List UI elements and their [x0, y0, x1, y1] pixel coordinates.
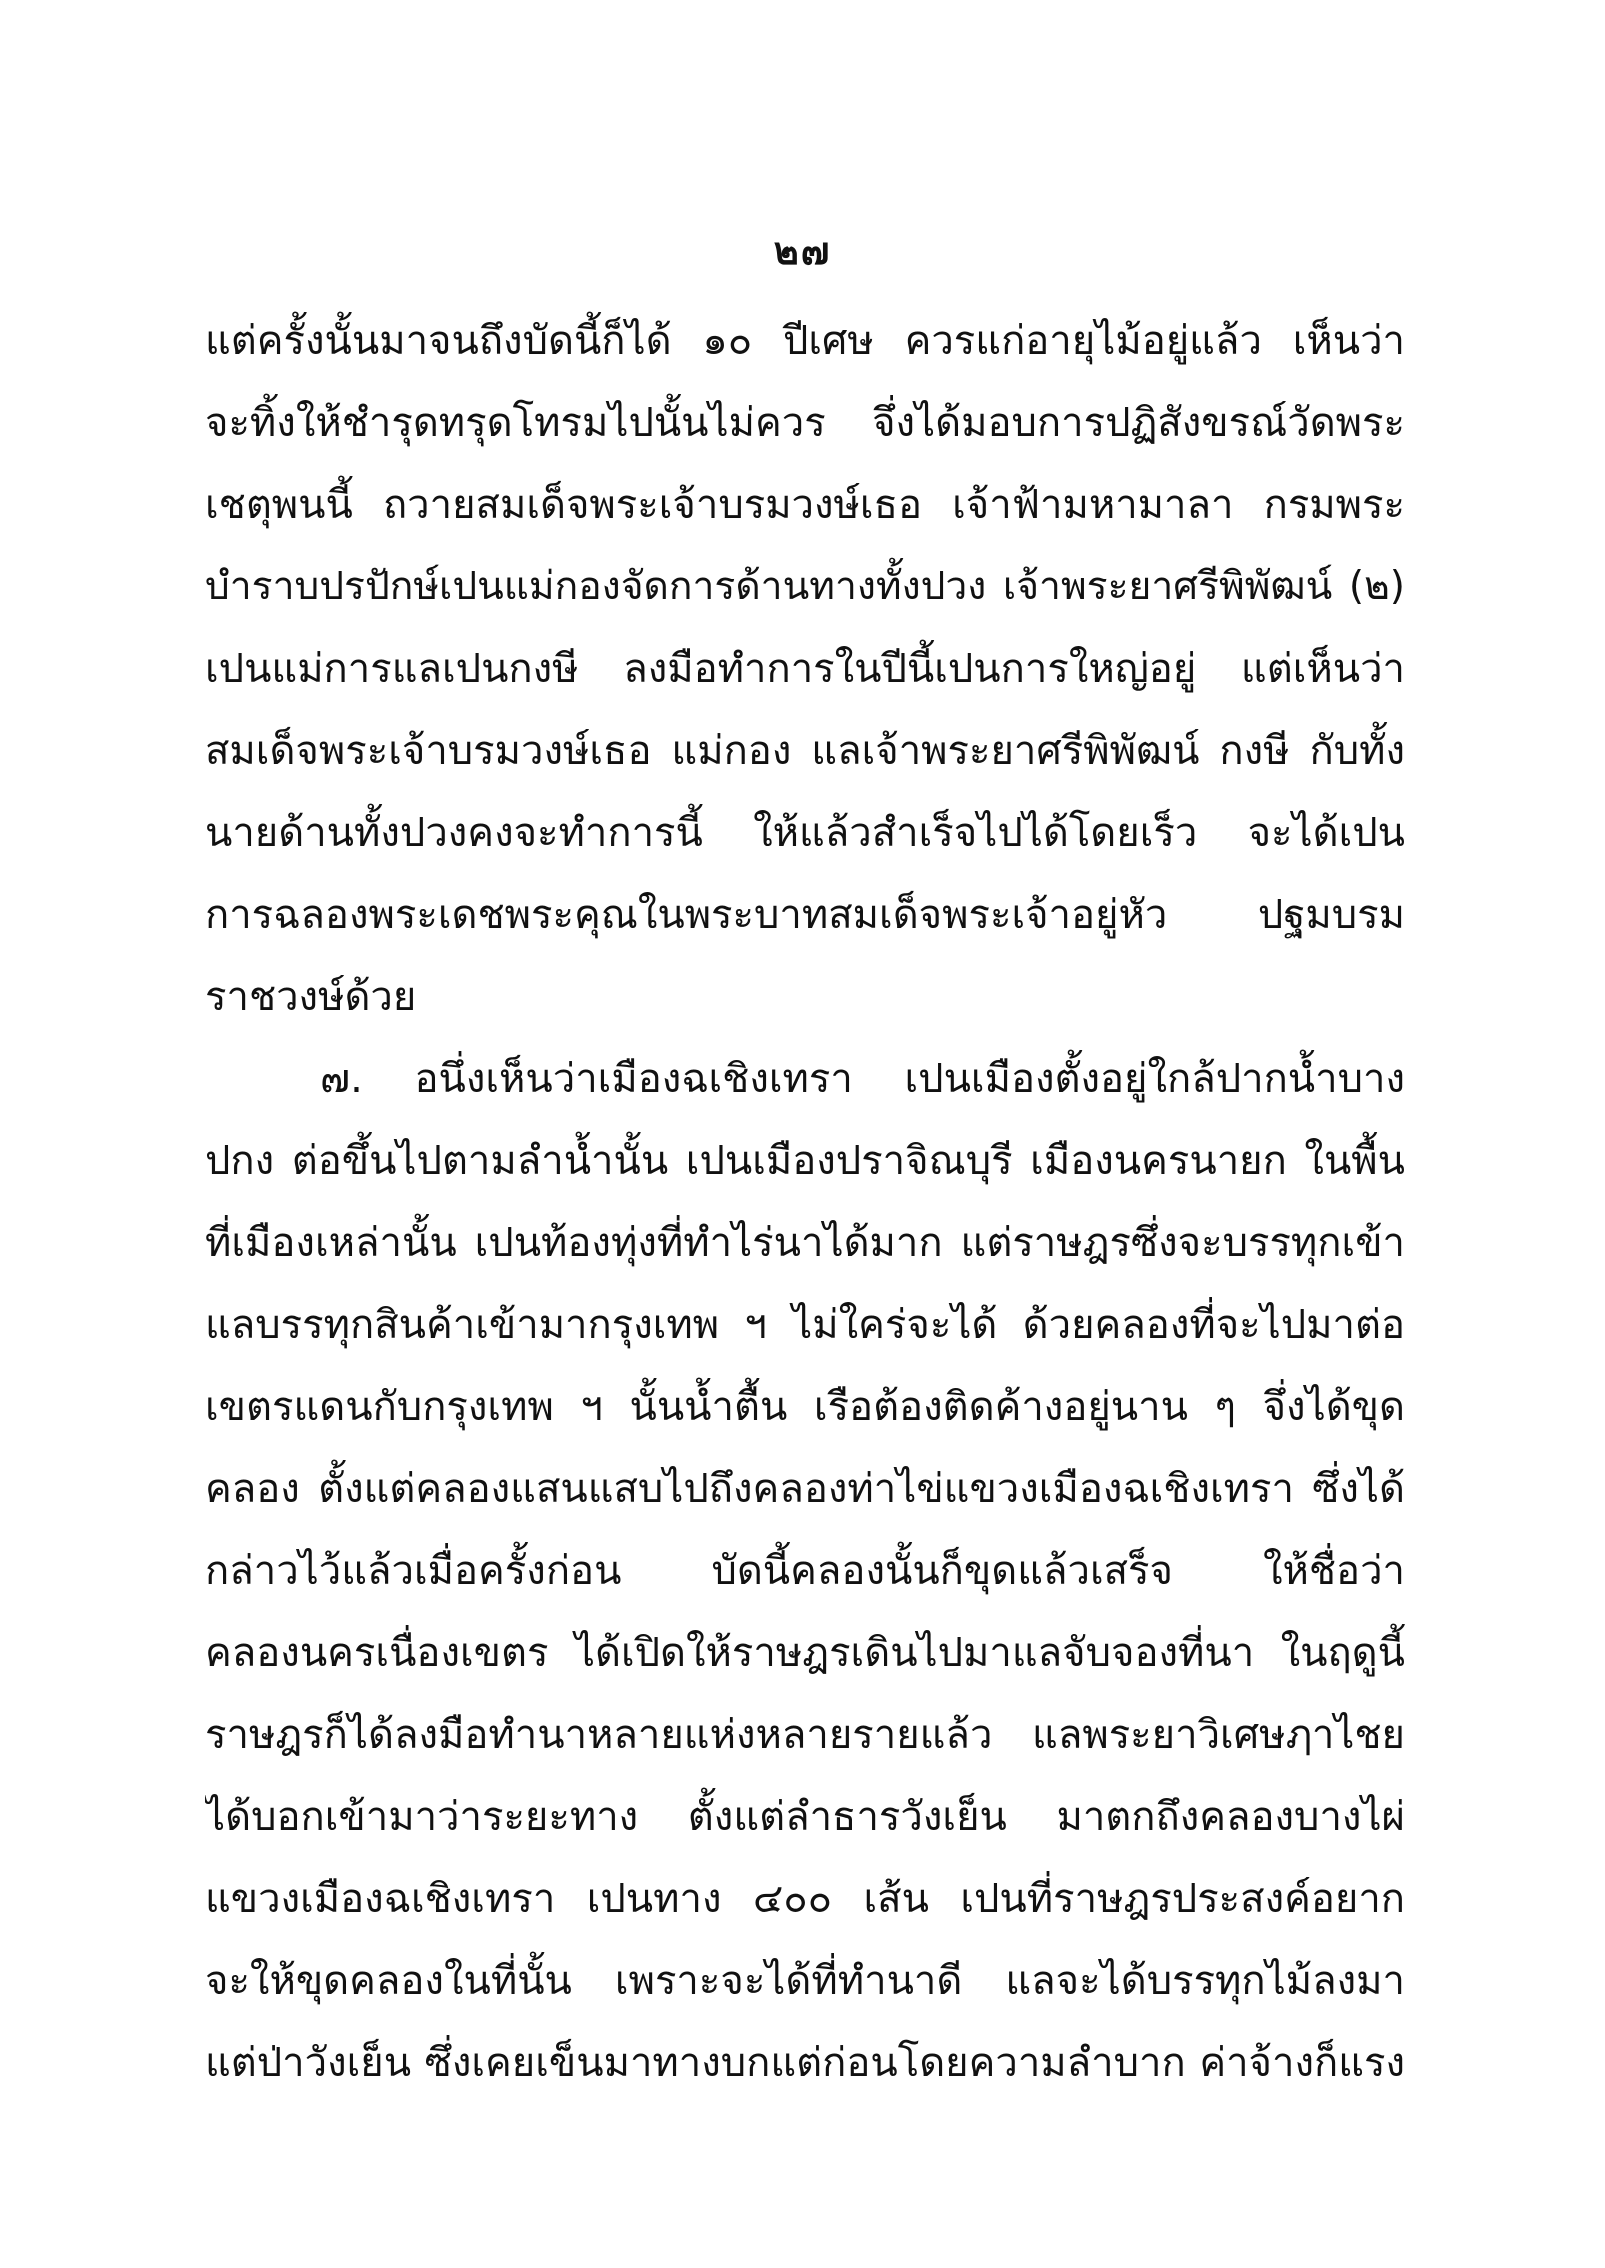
page-number: ๒๗	[773, 229, 832, 273]
text-line: เปนแม่การแลเปนกงษี ลงมือทำการในปีนี้เปนการใหญ่อยู่ แต่เห็นว่า	[205, 646, 1405, 692]
text-line: จะให้ขุดคลองในที่นั้น เพราะจะได้ที่ทำนาดี แลจะได้บรรทุกไม้ลงมา	[205, 1958, 1405, 2004]
text-line: ที่เมืองเหล่านั้น เปนท้องทุ่งที่ทำไร่นาได้มาก แต่ราษฎรซึ่งจะบรรทุกเข้า	[205, 1220, 1405, 1266]
text-line: นายด้านทั้งปวงคงจะทำการนี้ ให้แล้วสำเร็จไปได้โดยเร็ว จะได้เปน	[205, 810, 1405, 856]
text-line: ปกง ต่อขึ้นไปตามลำน้ำนั้น เปนเมืองปราจิณบุรี เมืองนครนายก ในพื้น	[205, 1138, 1405, 1184]
text-line: ราชวงษ์ด้วย	[205, 974, 417, 1020]
text-line: บำราบปรปักษ์เปนแม่กองจัดการด้านทางทั้งปวง เจ้าพระยาศรีพิพัฒน์ (๒)	[205, 564, 1405, 609]
text-line: เขตรแดนกับกรุงเทพ ฯ นั้นน้ำตื้น เรือต้องติดค้างอยู่นาน ๆ จึ่งได้ขุด	[205, 1384, 1405, 1430]
text-line: เชตุพนนี้ ถวายสมเด็จพระเจ้าบรมวงษ์เธอ เจ้าฟ้ามหามาลา กรมพระ	[205, 482, 1405, 528]
body-text	[205, 300, 1405, 2104]
text-line: ราษฎรก็ได้ลงมือทำนาหลายแห่งหลายรายแล้ว แลพระยาวิเศษฦาไชย	[205, 1712, 1405, 1758]
text-line: จะทิ้งให้ชำรุดทรุดโทรมไปนั้นไม่ควร จึ่งได้มอบการปฏิสังขรณ์วัดพระ	[205, 400, 1405, 446]
text-line: คลอง ตั้งแต่คลองแสนแสบไปถึงคลองท่าไข่แขวงเมืองฉเชิงเทรา ซึ่งได้	[205, 1466, 1405, 1512]
text-line: ๗. อนึ่งเห็นว่าเมืองฉเชิงเทรา เปนเมืองตั้งอยู่ใกล้ปากน้ำบาง	[320, 1056, 1405, 1102]
text-line: แขวงเมืองฉเชิงเทรา เปนทาง ๔๐๐ เส้น เปนที่ราษฎรประสงค์อยาก	[205, 1876, 1405, 1922]
text-line: กล่าวไว้แล้วเมื่อครั้งก่อน บัดนี้คลองนั้นก็ขุดแล้วเสร็จ ให้ชื่อว่า	[205, 1548, 1405, 1594]
text-line: การฉลองพระเดชพระคุณในพระบาทสมเด็จพระเจ้าอยู่หัว ปฐมบรม	[205, 892, 1405, 938]
text-line: คลองนครเนื่องเขตร ได้เปิดให้ราษฎรเดินไปมาแลจับจองที่นา ในฤดูนี้	[205, 1630, 1405, 1676]
text-line: แต่ป่าวังเย็น ซึ่งเคยเข็นมาทางบกแต่ก่อนโดยความลำบาก ค่าจ้างก็แรง	[205, 2040, 1405, 2086]
text-line: แลบรรทุกสินค้าเข้ามากรุงเทพ ฯ ไม่ใคร่จะได้ ด้วยคลองที่จะไปมาต่อ	[205, 1302, 1405, 1348]
text-line: ได้บอกเข้ามาว่าระยะทาง ตั้งแต่ลำธารวังเย็น มาตกถึงคลองบางไผ่	[205, 1794, 1405, 1840]
text-line: สมเด็จพระเจ้าบรมวงษ์เธอ แม่กอง แลเจ้าพระยาศรีพิพัฒน์ กงษี กับทั้ง	[205, 728, 1405, 774]
text-line: แต่ครั้งนั้นมาจนถึงบัดนี้ก็ได้ ๑๐ ปีเศษ ควรแก่อายุไม้อยู่แล้ว เห็นว่า	[205, 318, 1405, 364]
